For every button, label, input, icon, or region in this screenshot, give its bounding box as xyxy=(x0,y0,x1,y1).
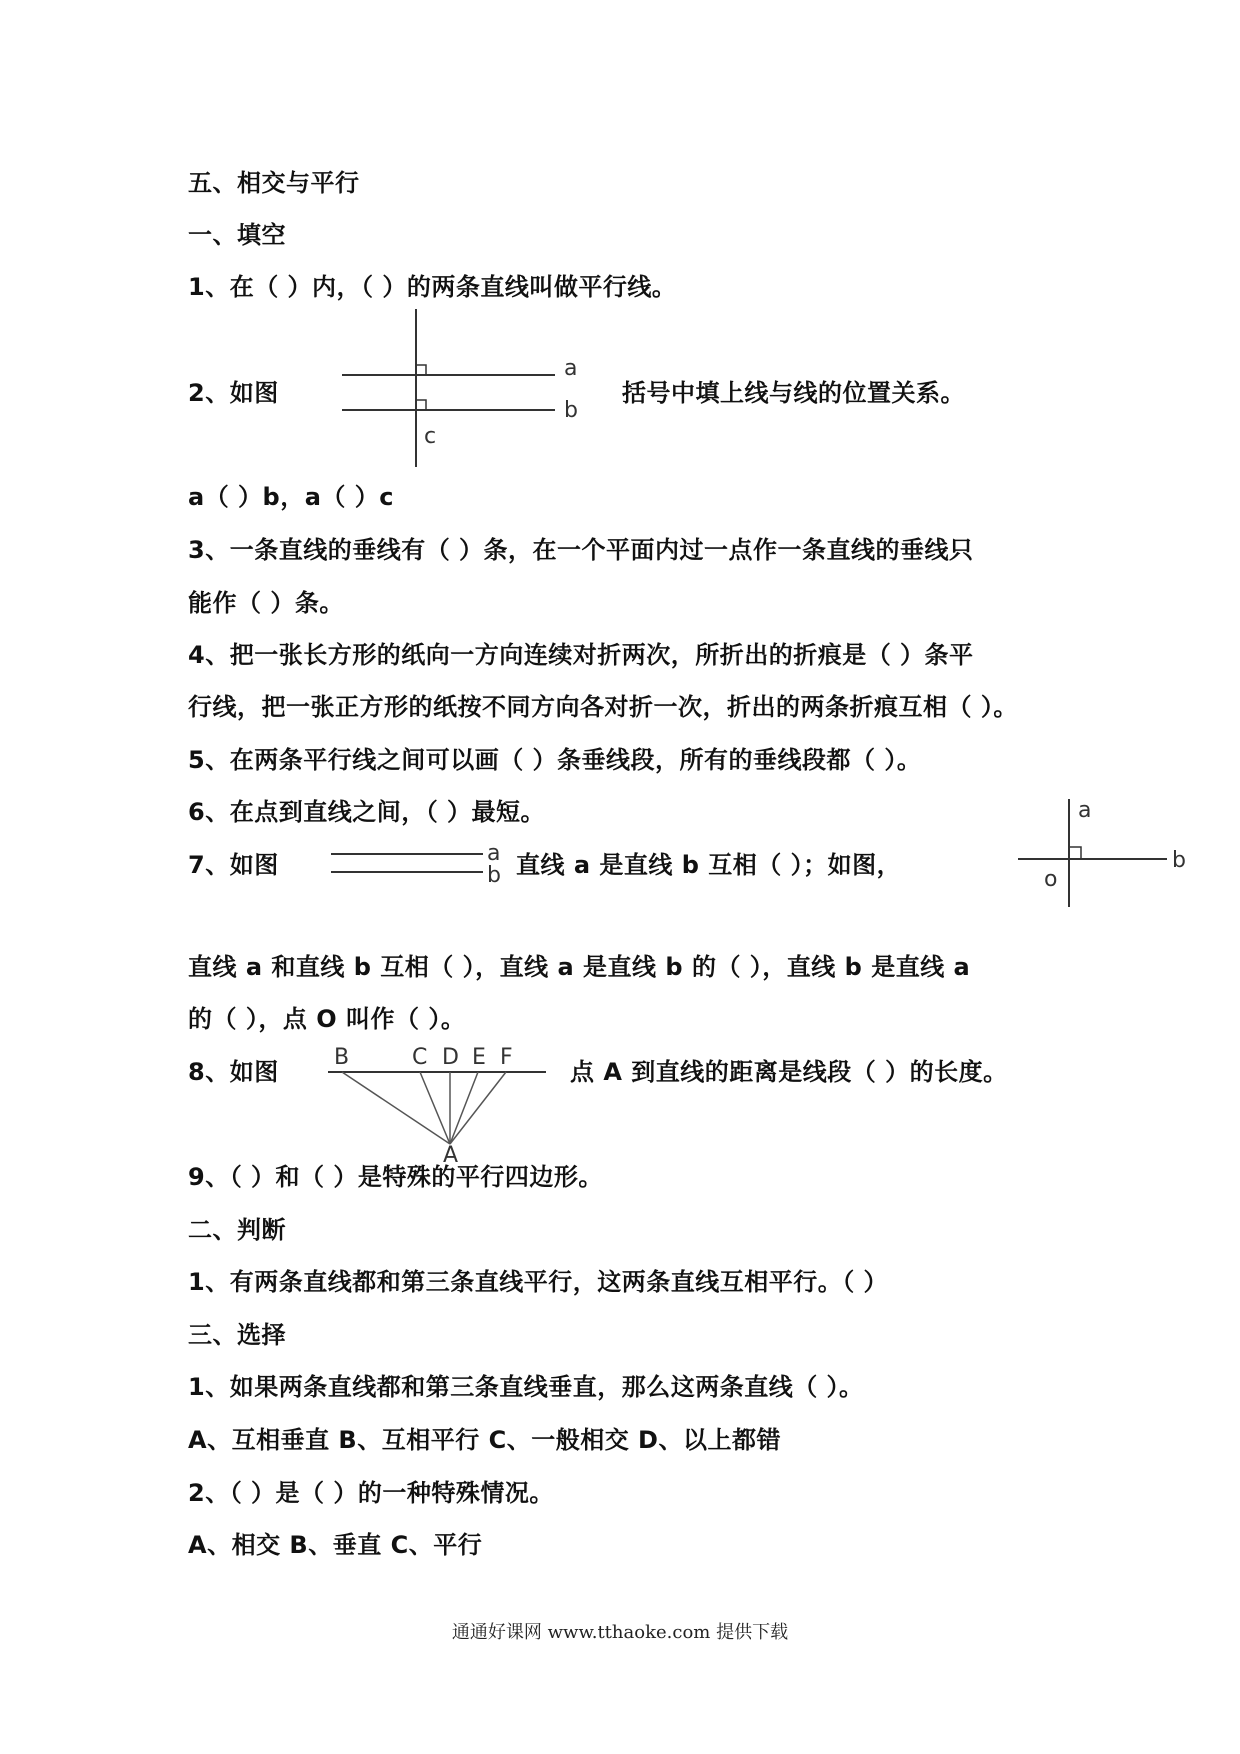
fill-question-2-tail: 括号中填上线与线的位置关系。 xyxy=(622,379,965,407)
section-fill-heading: 一、填空 xyxy=(188,221,286,249)
figure-q8-distance-diagram xyxy=(320,1040,555,1165)
fill-question-8-lead: 8、如图 xyxy=(188,1058,279,1086)
fill-question-7-line3: 的（ ），点 O 叫作（ ）。 xyxy=(188,1005,466,1033)
fig8-label-A: A xyxy=(443,1143,459,1165)
fill-question-6: 6、在点到直线之间，（ ）最短。 xyxy=(188,798,546,826)
fill-question-7-mid: 直线 a 是直线 b 互相（ ）；如图， xyxy=(516,851,902,879)
fig8-label-E: E xyxy=(472,1045,486,1070)
fig8-label-B: B xyxy=(334,1045,350,1070)
fig8-label-F: F xyxy=(500,1045,513,1070)
figure-q7-perpendicular-diagram xyxy=(1015,795,1195,910)
fill-question-4-line2: 行线，把一张正方形的纸按不同方向各对折一次，折出的两条折痕互相（ ）。 xyxy=(188,693,1018,721)
fig8-label-D: D xyxy=(442,1045,459,1070)
fill-question-4-line1: 4、把一张长方形的纸向一方向连续对折两次，所折出的折痕是（ ）条平 xyxy=(188,641,974,669)
fill-question-2-lead: 2、如图 xyxy=(188,379,279,407)
fig2-label-a: a xyxy=(564,356,578,381)
fig2-label-c: c xyxy=(424,424,437,449)
fill-question-3-line2: 能作（ ）条。 xyxy=(188,589,344,617)
fig7b-label-o: o xyxy=(1044,867,1058,892)
fill-question-9: 9、（ ）和（ ）是特殊的平行四边形。 xyxy=(188,1163,603,1191)
section-judge-heading: 二、判断 xyxy=(188,1216,286,1244)
choose-question-2: 2、（ ）是（ ）的一种特殊情况。 xyxy=(188,1479,554,1507)
fig7b-label-a: a xyxy=(1078,798,1092,823)
choose-question-1: 1、如果两条直线都和第三条直线垂直，那么这两条直线（ ）。 xyxy=(188,1373,864,1401)
fill-question-7-line2: 直线 a 和直线 b 互相（ ），直线 a 是直线 b 的（ ），直线 b 是直线 a xyxy=(188,953,971,981)
choose-question-2-options: A、相交 B、垂直 C、平行 xyxy=(188,1531,483,1559)
choose-question-1-options: A、互相垂直 B、互相平行 C、一般相交 D、以上都错 xyxy=(188,1426,781,1454)
fig7a-label-b: b xyxy=(487,863,501,888)
page-footer: 通通好课网 www.tthaoke.com 提供下载 xyxy=(451,1622,789,1643)
fill-question-3-line1: 3、一条直线的垂线有（ ）条，在一个平面内过一点作一条直线的垂线只 xyxy=(188,536,974,564)
fill-question-7-lead: 7、如图 xyxy=(188,851,279,879)
fill-question-5: 5、在两条平行线之间可以画（ ）条垂线段，所有的垂线段都（ ）。 xyxy=(188,746,922,774)
section-choose-heading: 三、选择 xyxy=(188,1321,286,1349)
page-title: 五、相交与平行 xyxy=(188,169,360,197)
judge-question-1: 1、有两条直线都和第三条直线平行，这两条直线互相平行。（ ） xyxy=(188,1268,889,1296)
fig8-label-C: C xyxy=(412,1045,428,1070)
fill-question-1: 1、在（ ）内，（ ）的两条直线叫做平行线。 xyxy=(188,273,677,301)
fig2-label-b: b xyxy=(564,398,578,423)
fill-question-2-answer: a（ ）b，a（ ）c xyxy=(188,483,395,511)
figure-q7-parallel-diagram xyxy=(325,838,510,890)
fig7a-label-a: a xyxy=(487,841,501,866)
fill-question-8-tail: 点 A 到直线的距离是线段（ ）的长度。 xyxy=(570,1058,1008,1086)
figure-q2-diagram xyxy=(330,305,590,470)
fig7b-label-b: b xyxy=(1172,848,1186,873)
